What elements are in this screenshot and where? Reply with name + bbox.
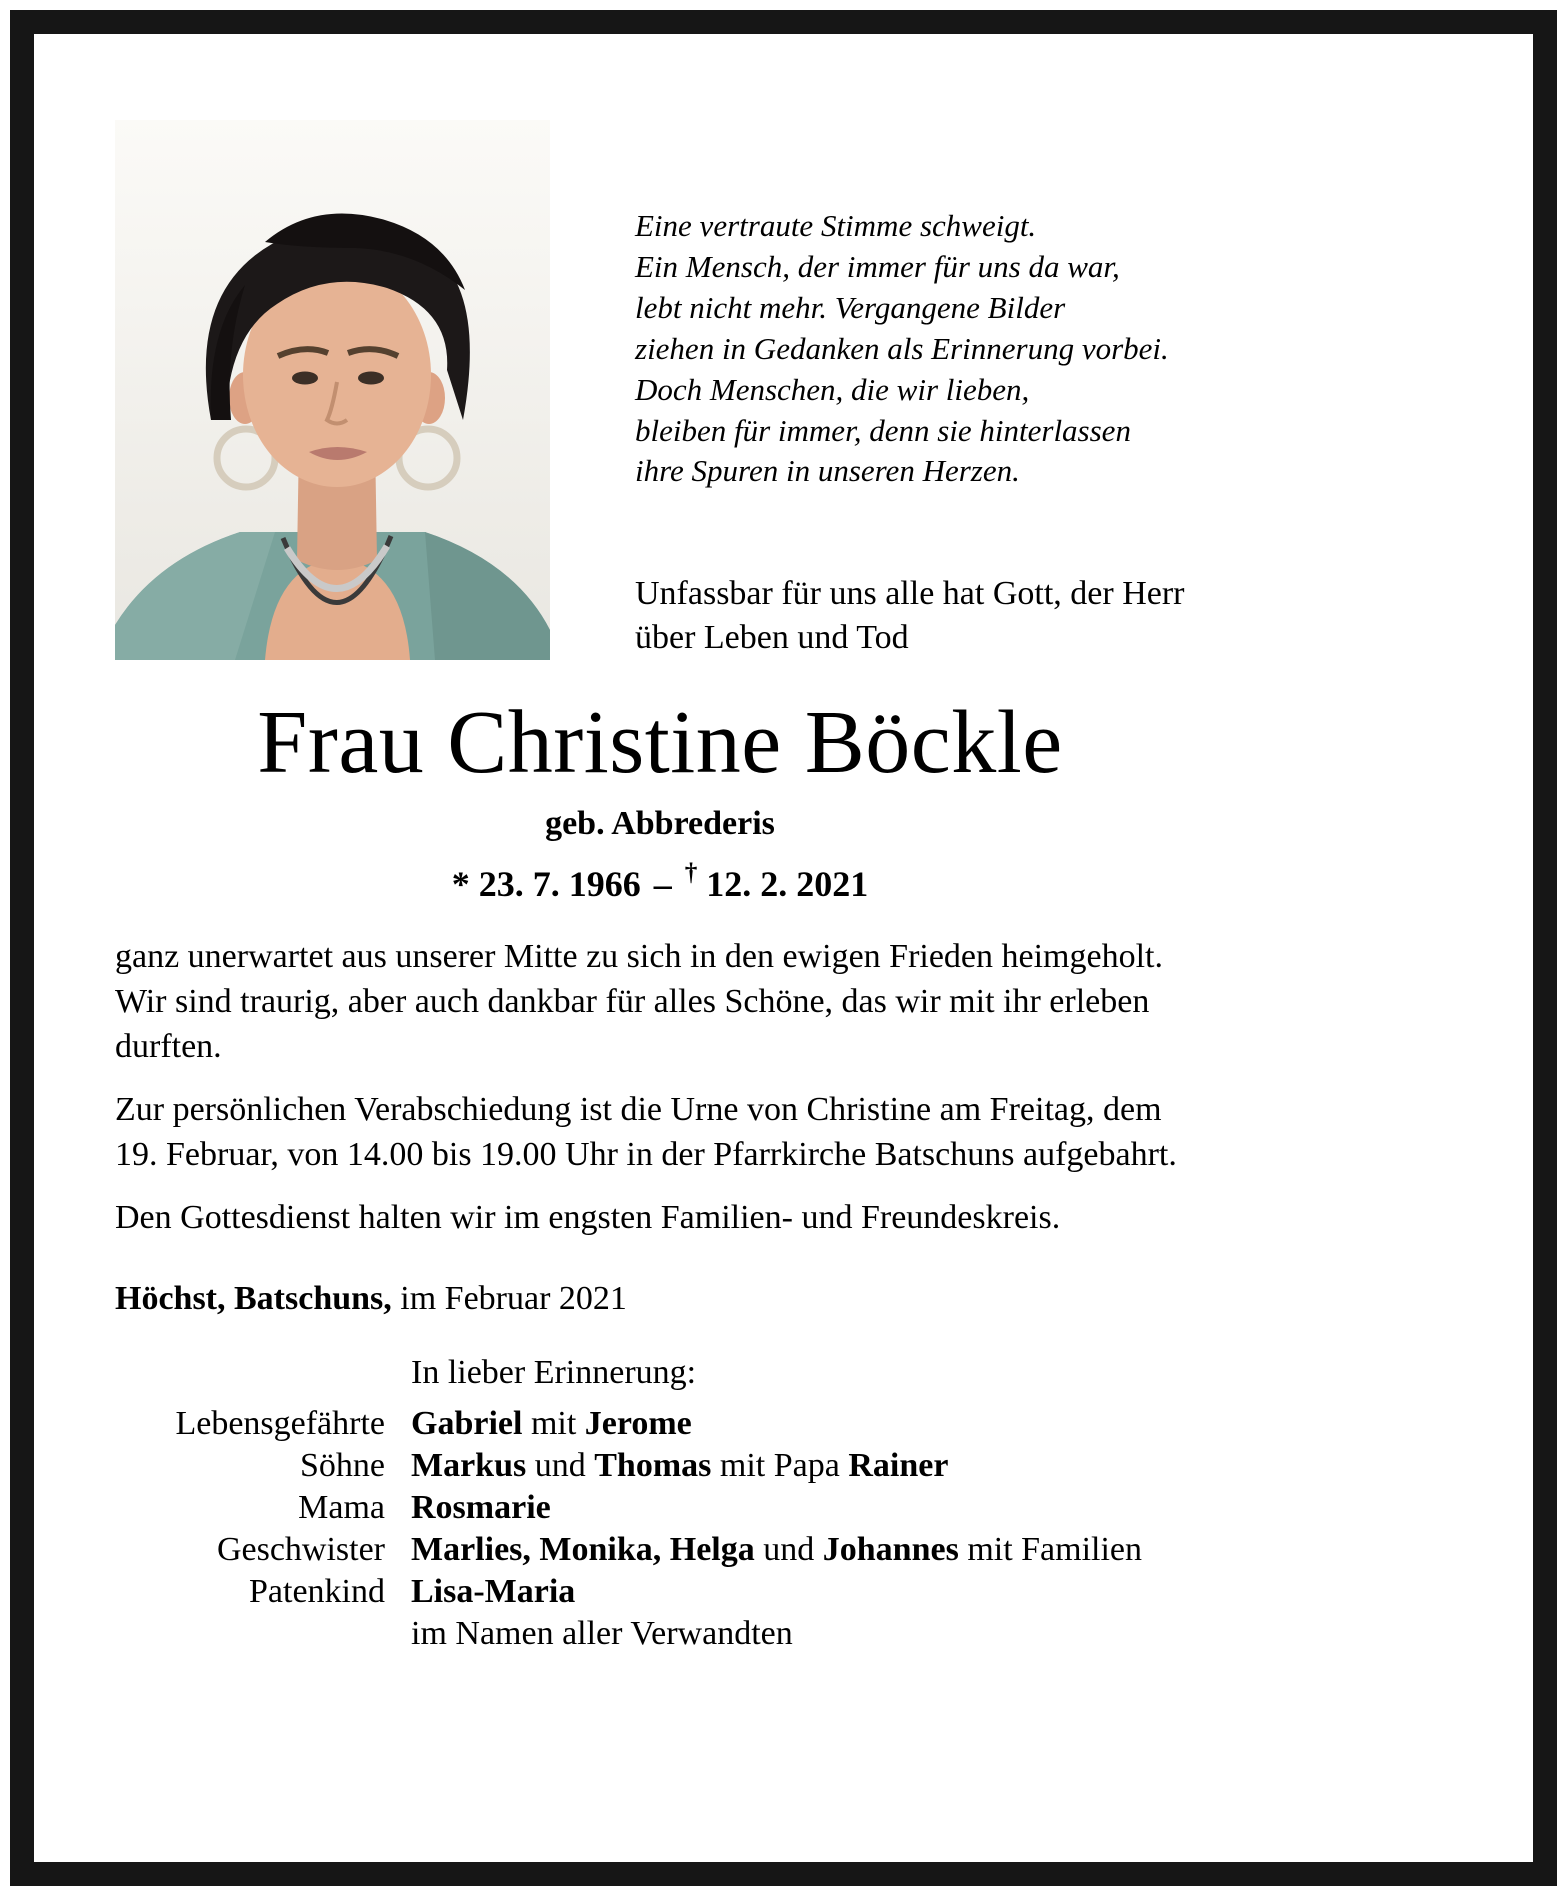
obituary-body [115,935,1205,1240]
poem-line: Ein Mensch, der immer für uns da war, [635,248,1120,284]
relation-row [115,1571,1205,1613]
dateline-rest: im Februar 2021 [391,1280,627,1318]
intro-line: Unfassbar für uns alle hat Gott, der Herr [635,574,1185,612]
relation-names: Rosmarie [411,1488,551,1526]
obituary-content [115,34,1205,1656]
poem-line: bleiben für immer, denn sie hinterlassen [635,412,1131,448]
life-dates [115,858,1205,905]
poem-line: ziehen in Gedanken als Erinnerung vorbei. [635,330,1169,366]
relation-names: Markus und Thomas mit Papa Rainer [411,1446,949,1484]
death-symbol: † [684,858,698,886]
relation-row [115,1445,1205,1487]
top-section [115,120,1205,660]
relation-names: Marlies, Monika, Helga und Johannes mit Familien [411,1531,1143,1569]
relation-role: Lebensgefährte [175,1404,385,1442]
memorial-list [115,1403,1205,1614]
relation-role: Söhne [300,1446,385,1484]
relation-names: Lisa-Maria [411,1573,576,1611]
relation-row [115,1403,1205,1445]
poem-line: ihre Spuren in unseren Herzen. [635,453,1020,489]
paragraph-service: Den Gottesdienst halten wir im engsten Familien- und Freundeskreis. [115,1198,1061,1236]
dateline-places: Höchst, Batschuns, [115,1280,392,1318]
paragraph-farewell: Zur persönlichen Verabschiedung ist die Urne von Christine am Freitag, dem 19. Februar, von 14.00 bis 19.00 Uhr in der Pfarrkirche Batschuns aufgebahrt. [115,1090,1177,1173]
poem-line: Eine vertraute Stimme schweigt. [635,208,1037,243]
portrait-photo [115,120,550,660]
dates-separator: – [653,864,672,905]
relation-names: Gabriel mit Jerome [411,1404,692,1442]
maiden-name: geb. Abbrederis [545,805,775,843]
memorial-heading: In lieber Erinnerung: [411,1354,697,1392]
death-date: 12. 2. 2021 [706,864,869,905]
memorial-poem [635,206,1205,492]
portrait-illustration [115,120,550,660]
relation-row [115,1487,1205,1529]
birth-date: * 23. 7. 1966 [451,864,641,905]
intro-line: über Leben und Tod [635,618,909,656]
paragraph-passing: ganz unerwartet aus unserer Mitte zu sich in den ewigen Frieden heimgeholt. Wir sind traurig, aber auch dankbar für alles Schöne, das wir mit ihr erleben durften. [115,938,1163,1065]
poem-line: Doch Menschen, die wir lieben, [635,371,1030,407]
dateline [115,1280,1205,1318]
memorial-closing: im Namen aller Verwandten [411,1615,793,1653]
relation-row [115,1529,1205,1571]
black-frame [10,10,1557,1886]
memorial-section [115,1352,1205,1655]
relation-role: Patenkind [249,1573,385,1611]
poem-column [635,120,1205,660]
poem-line: lebt nicht mehr. Vergangene Bilder [635,289,1066,325]
deceased-name: Frau Christine Böckle [257,693,1063,792]
intro-text [635,572,1205,660]
relation-role: Geschwister [216,1531,385,1569]
relation-role: Mama [298,1488,385,1526]
